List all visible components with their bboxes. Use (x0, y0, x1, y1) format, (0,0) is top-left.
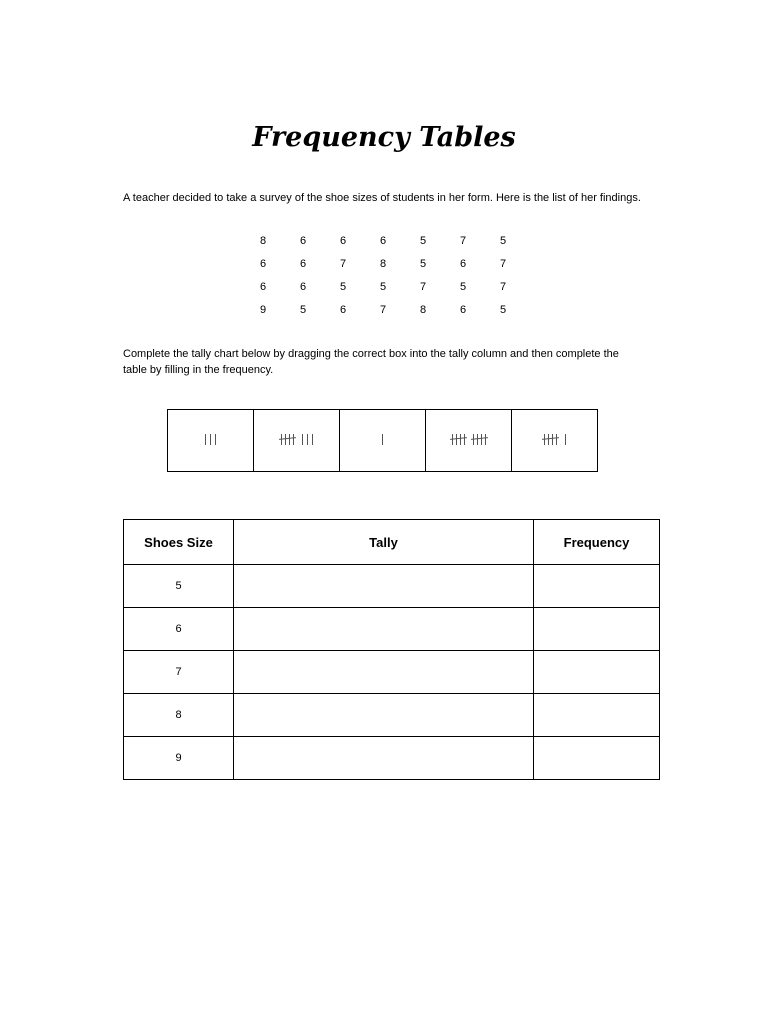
survey-value: 6 (459, 303, 467, 316)
survey-value: 6 (259, 280, 267, 293)
tally-single-marks (382, 433, 383, 445)
frequency-input[interactable] (534, 651, 660, 694)
survey-value: 6 (339, 234, 347, 247)
draggable-tally-box[interactable] (168, 410, 254, 472)
survey-value: 7 (339, 257, 347, 270)
survey-value: 8 (259, 234, 267, 247)
tally-group-of-five (473, 433, 486, 445)
survey-value: 5 (419, 257, 427, 270)
survey-row (243, 298, 523, 321)
table-row (124, 608, 660, 651)
header-shoe-size: Shoes Size (124, 520, 234, 565)
survey-value: 6 (379, 234, 387, 247)
tally-drop-zone[interactable] (234, 651, 534, 694)
survey-value: 7 (459, 234, 467, 247)
shoe-size-cell: 5 (124, 565, 234, 608)
frequency-input[interactable] (534, 737, 660, 780)
survey-row (243, 275, 523, 298)
survey-value: 5 (299, 303, 307, 316)
tally-single-marks (302, 433, 313, 445)
tally-drop-zone[interactable] (234, 565, 534, 608)
survey-value: 6 (299, 257, 307, 270)
tally-single-marks (205, 433, 216, 445)
frequency-input[interactable] (534, 608, 660, 651)
tally-single-marks (565, 433, 566, 445)
shoe-size-cell: 9 (124, 737, 234, 780)
survey-row (243, 229, 523, 252)
frequency-input[interactable] (534, 694, 660, 737)
draggable-tally-box[interactable] (254, 410, 340, 472)
shoe-size-cell: 7 (124, 651, 234, 694)
tally-marks (544, 433, 566, 445)
tally-drop-zone[interactable] (234, 694, 534, 737)
survey-value: 5 (459, 280, 467, 293)
table-row (124, 565, 660, 608)
survey-value: 5 (379, 280, 387, 293)
tally-drop-zone[interactable] (234, 737, 534, 780)
tally-marks (382, 433, 383, 445)
survey-value: 5 (499, 303, 507, 316)
shoe-size-cell: 8 (124, 694, 234, 737)
tally-answer-bank (167, 409, 598, 472)
survey-row (243, 252, 523, 275)
instructions-text: Complete the tally chart below by dragging the correct box into the tally column and then complete the table by filling in the frequency. (123, 348, 619, 376)
table-row (124, 737, 660, 780)
survey-value: 6 (259, 257, 267, 270)
survey-value: 6 (299, 234, 307, 247)
table-row (124, 651, 660, 694)
survey-value: 6 (339, 303, 347, 316)
survey-value: 5 (419, 234, 427, 247)
survey-value: 7 (419, 280, 427, 293)
survey-value: 8 (379, 257, 387, 270)
header-frequency: Frequency (534, 520, 660, 565)
draggable-tally-box[interactable] (512, 410, 598, 472)
tally-marks (205, 433, 216, 445)
survey-value: 7 (499, 257, 507, 270)
tally-marks (452, 433, 486, 445)
tally-drop-zone[interactable] (234, 608, 534, 651)
survey-value: 7 (379, 303, 387, 316)
frequency-table (123, 519, 660, 780)
survey-data-grid (243, 229, 523, 321)
survey-value: 9 (259, 303, 267, 316)
tally-group-of-five (452, 433, 465, 445)
draggable-tally-box[interactable] (426, 410, 512, 472)
table-row (124, 694, 660, 737)
tally-marks (281, 433, 313, 445)
frequency-input[interactable] (534, 565, 660, 608)
survey-value: 5 (339, 280, 347, 293)
shoe-size-cell: 6 (124, 608, 234, 651)
intro-text: A teacher decided to take a survey of the shoe sizes of students in her form. Here is the list of her findings. (123, 192, 641, 204)
survey-value: 5 (499, 234, 507, 247)
survey-value: 6 (299, 280, 307, 293)
survey-value: 7 (499, 280, 507, 293)
survey-value: 8 (419, 303, 427, 316)
draggable-tally-box[interactable] (340, 410, 426, 472)
header-tally: Tally (234, 520, 534, 565)
page-title: Frequency Tables (252, 122, 516, 153)
survey-value: 6 (459, 257, 467, 270)
tally-group-of-five (544, 433, 557, 445)
table-header-row (124, 520, 660, 565)
tally-group-of-five (281, 433, 294, 445)
